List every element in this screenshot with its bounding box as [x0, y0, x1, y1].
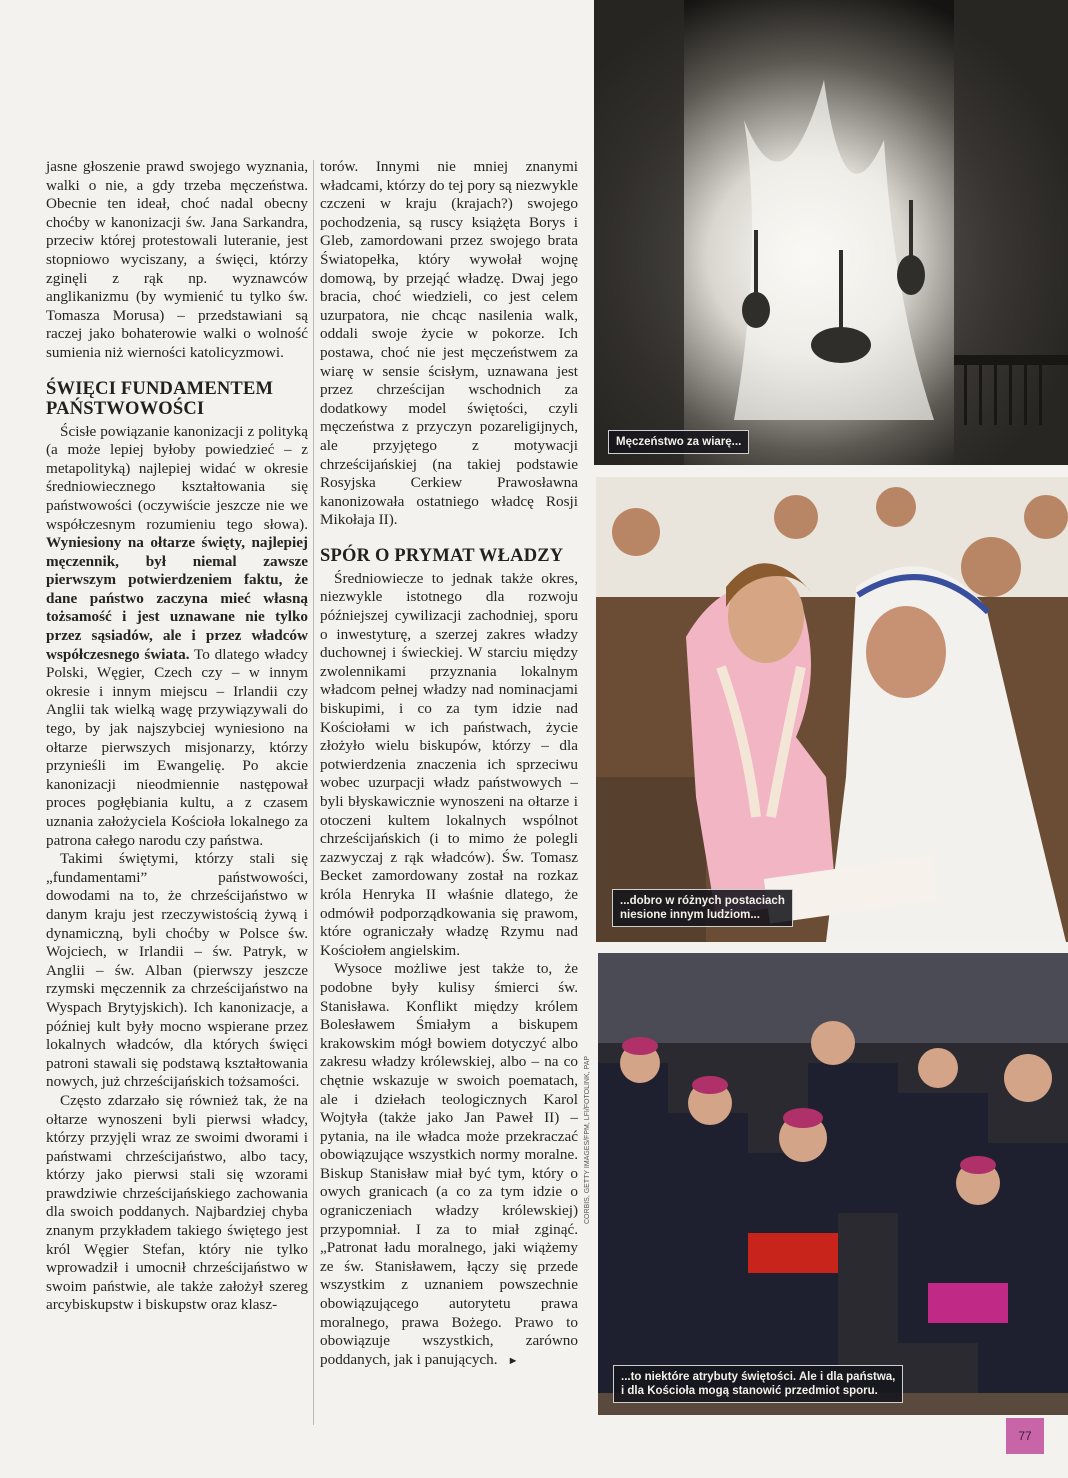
photo-caption	[612, 889, 793, 927]
section-heading: SPÓR O PRYMAT WŁADZY	[320, 545, 564, 566]
photo-caption	[613, 1365, 903, 1403]
section-heading: ŚWIĘCI FUNDAMENTEM PAŃSTWOWOŚCI	[46, 378, 274, 419]
end-mark-icon: ►	[507, 1354, 519, 1367]
photo-caption: Męczeństwo za wiarę...	[608, 430, 749, 454]
caption-line: niesione innym ludziom...	[620, 909, 760, 921]
paragraph	[46, 423, 308, 851]
article-column-1	[46, 158, 308, 1315]
paragraph: torów. Innymi nie mniej znanymi władcami, którzy do tej pory są niezwykle czczeni w kraju (krajach?) swojego pochodzenia, są ruscy książęta Borys i Gleb, zamordowani przez swojego brata Światopełka, który wywołał wojnę domową, by przejąć władzę. Dwaj jego bracia, choć wiedzieli, co jest celem uzurpatora, nie chcąc nasilenia walk, oddali swoje życie w pokorze. Ich postawa, choć nie jest męczeństwem za wiarę w sensie ścisłym, uznawana jest przez chrześcijan wschodnich za dodatkowy model świętości, czyli męczeństwa z przyczyn pozareligijnych, ale przyjętego z motywacji chrześcijańskiej (na takiej podstawie Rosyjska Cerkiew Prawosławna kanonizowała ostatniego władcę Rosji Mikołaja II).	[320, 158, 578, 529]
photo-princess-and-nun	[596, 477, 1068, 942]
caption-line: i dla Kościoła mogą stanowić przedmiot sporu.	[621, 1385, 878, 1397]
photo-officials-and-bishops	[598, 953, 1068, 1415]
paragraph: Takimi świętymi, którzy stali się „fundamentami” państwowości, dowodami na to, że chrześcijaństwo w danym kraju jest rzeczywistością żywą i dynamiczną, byli choćby w Polsce św. Wojciech, w Irlandii – św. Patryk, w Anglii – św. Alban (pierwszy jeszcze rzymski męczennik za chrześcijaństwo na Wyspach Brytyjskich). Ich kanonizacje, a później kult były mocno wspierane przez lokalnych władców, dla których święci patroni stawali się podstawą kształtowania nowych, już chrześcijańskich tożsamości.	[46, 850, 308, 1091]
article-column-2	[320, 158, 578, 1370]
paragraph: Średniowiecze to jednak także okres, niezwykle istotnego dla rozwoju późniejszej cywilizacji zachodniej, sporu o inwestyturę, a szerzej zakres władzy duchownej i świeckiej. W starciu między zwolennikami przyznania lokalnym władcom pełnej władzy nad nominacjami biskupimi, i co za tym idzie nad Kościołami w ich państwach, życie złożyło wielu biskupów, którzy – dla potwierdzenia znaczenia ich sprzeciwu wobec uzurpacji władz państwowych – byli błyskawicznie wynoszeni na ołtarze i otoczeni kultem lokalnych wspólnot chrześcijańskich (i to mimo że polegli zazwyczaj z rąk władców). Św. Tomasz Becket zamordowany został na rozkaz króla Henryka II właśnie dlatego, że odmówił podporządkowania się prawom, które ograniczały władzę Rzymu nad Kościołem angielskim.	[320, 569, 578, 959]
paragraph: Często zdarzało się również tak, że na ołtarze wynoszeni byli pierwsi władcy, którzy przyjęli wraz ze swoimi dworami i państwami chrześcijaństwo, albo tacy, którzy jako pierwsi stali się wzorami prawdziwie chrześcijańskiego zachowania dla swoich poddanych. Najbardziej chyba znanym przykładem takiego świętego jest król Węgier Stefan, który nie tylko wprowadził i umocnił chrześcijaństwo w swoim państwie, ale także założył szereg arcybiskupstw i biskupstw oraz klasz-	[46, 1091, 308, 1314]
paragraph: jasne głoszenie prawd swojego wyznania, walki o nie, a gdy trzeba męczeństwa. Obecnie ten ideał, choć nadal obecny choćby w kanonizacji św. Jana Sarkandra, przeciw której protestowali luteranie, jest stopniowo wyciszany, a święci, którzy zginęli z rąk np. wyznawców anglikanizmu (by wymienić tu tylko św. Tomasza Morusa) – przedstawiani są raczej jako bohaterowie walki o wolność sumienia niż wierności katolicyzmowi.	[46, 158, 308, 361]
caption-line: ...to niektóre atrybuty świętości. Ale i dla państwa,	[621, 1371, 896, 1383]
paragraph-text: To dlatego władcy Polski, Węgier, Czech czy – w innym okresie i innym miejscu – Irlandii czy Anglii tak wielką wagę przywiązywali do tego, by jak najszybciej wyniesiono na ołtarze pierwszych misjonarzy, którzy przynieśli im Ewangelię. Po akcie kanonizacji nieodmiennie następował proces pogłębiania kultu, a z czasem uznania założyciela Kościoła lokalnego za patrona całego narodu czy państwa.	[46, 645, 308, 849]
paragraph-text: Ścisłe powiązanie kanonizacji z polityką (a może lepiej byłoby powiedzieć – z metapolityką) najlepiej widać w okresie średniowiecznego kształtowania się państwowości (oczywiście jeszcze nie we współczesnym rozumieniu tego słowa).	[46, 422, 308, 533]
paragraph-text: Wysoce możliwe jest także to, że podobne były kulisy śmierci św. Stanisława. Konflikt między królem Bolesławem Śmiałym a biskupem krakowskim mógł bowiem dotyczyć albo zakresu władzy królewskiej, albo – na co chętnie wskazuje w swoich poematach, ale i dziełach teologicznych Karol Wojtyła (także jako Jan Paweł II) – pytania, na ile władca może przekraczać obowiązujące wszystkich normy moralne. Biskup Stanisław miał być tym, który o owych granicach (a co za tym idzie o ograniczeniach władzy królewskiej) przypomniał. I za to miał zginąć. „Patronat ładu moralnego, jaki wiążemy ze św. Stanisławem, łączy się przede wszystkim z uznaniem powszechnie obowiązującego autorytetu prawa moralnego, prawa Bożego. Prawo to obowiązuje wszystkich, zarówno poddanych, jak i panujących.	[320, 960, 578, 1368]
photo-credit: CORBIS, GETTY IMAGES/FPM, LFI/FOTOLINK, PAP	[584, 1055, 591, 1224]
column-divider	[313, 160, 314, 1425]
page-number: 77	[1006, 1418, 1044, 1454]
photo-burning-church	[594, 0, 1068, 465]
paragraph	[320, 960, 578, 1370]
caption-line: ...dobro w różnych postaciach	[620, 895, 785, 907]
bold-highlight: Wyniesiony na ołtarze święty, najlepiej męczennik, był niemal zawsze pierwszym potwierdzeniem faktu, że dane państwo zaczyna mieć własną tożsamość i jest uznawane nie tylko przez sąsiadów, ale i przez władców współczesnego świata.	[46, 534, 308, 663]
